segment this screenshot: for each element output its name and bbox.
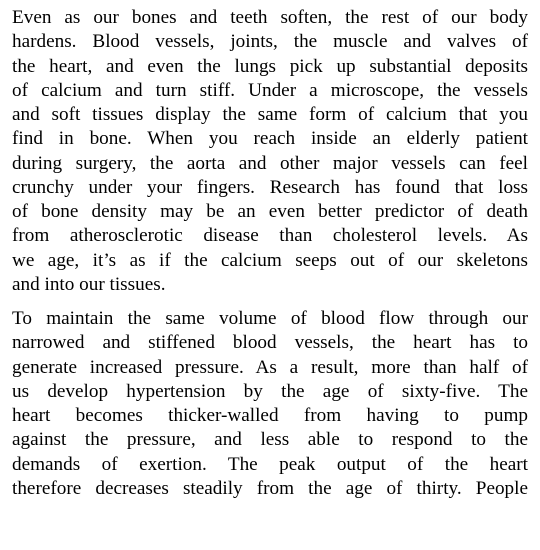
text-line: To maintain the same volume of blood flow through our	[12, 308, 528, 329]
text-line: heart becomes thicker-walled from having to pump	[12, 405, 528, 426]
text-line: the heart, and even the lungs pick up substantial deposits	[12, 55, 528, 77]
text-line: and soft tissues display the same form of calcium that you	[12, 104, 528, 125]
text-line: narrowed and stiffened blood vessels, the heart has to	[12, 332, 528, 354]
text-line: of calcium and turn stiff. Under a microscope, the vessels	[12, 79, 528, 101]
text-line: and into our tissues.	[12, 273, 166, 295]
text-line: from atherosclerotic disease than cholesterol levels. As	[12, 225, 528, 247]
paragraph-2	[12, 307, 528, 501]
text-line: hardens. Blood vessels, joints, the muscle and valves of	[12, 31, 528, 53]
text-line: us develop hypertension by the age of sixty-five. The	[12, 380, 528, 402]
paragraph-1	[12, 6, 528, 297]
document-page	[12, 6, 528, 501]
text-line: crunchy under your fingers. Research has found that loss	[12, 176, 528, 198]
text-line: of bone density may be an even better predictor of death	[12, 201, 528, 222]
text-line: we age, it’s as if the calcium seeps out of our skeletons	[12, 249, 528, 271]
text-line: against the pressure, and less able to respond to the	[12, 429, 528, 451]
text-line: during surgery, the aorta and other major vessels can feel	[12, 152, 528, 174]
text-line: find in bone. When you reach inside an elderly patient	[12, 128, 528, 150]
text-line: generate increased pressure. As a result, more than half of	[12, 356, 528, 378]
text-line: Even as our bones and teeth soften, the rest of our body	[12, 7, 528, 28]
text-line: therefore decreases steadily from the age of thirty. People	[12, 477, 528, 499]
text-line: demands of exertion. The peak output of the heart	[12, 453, 528, 475]
